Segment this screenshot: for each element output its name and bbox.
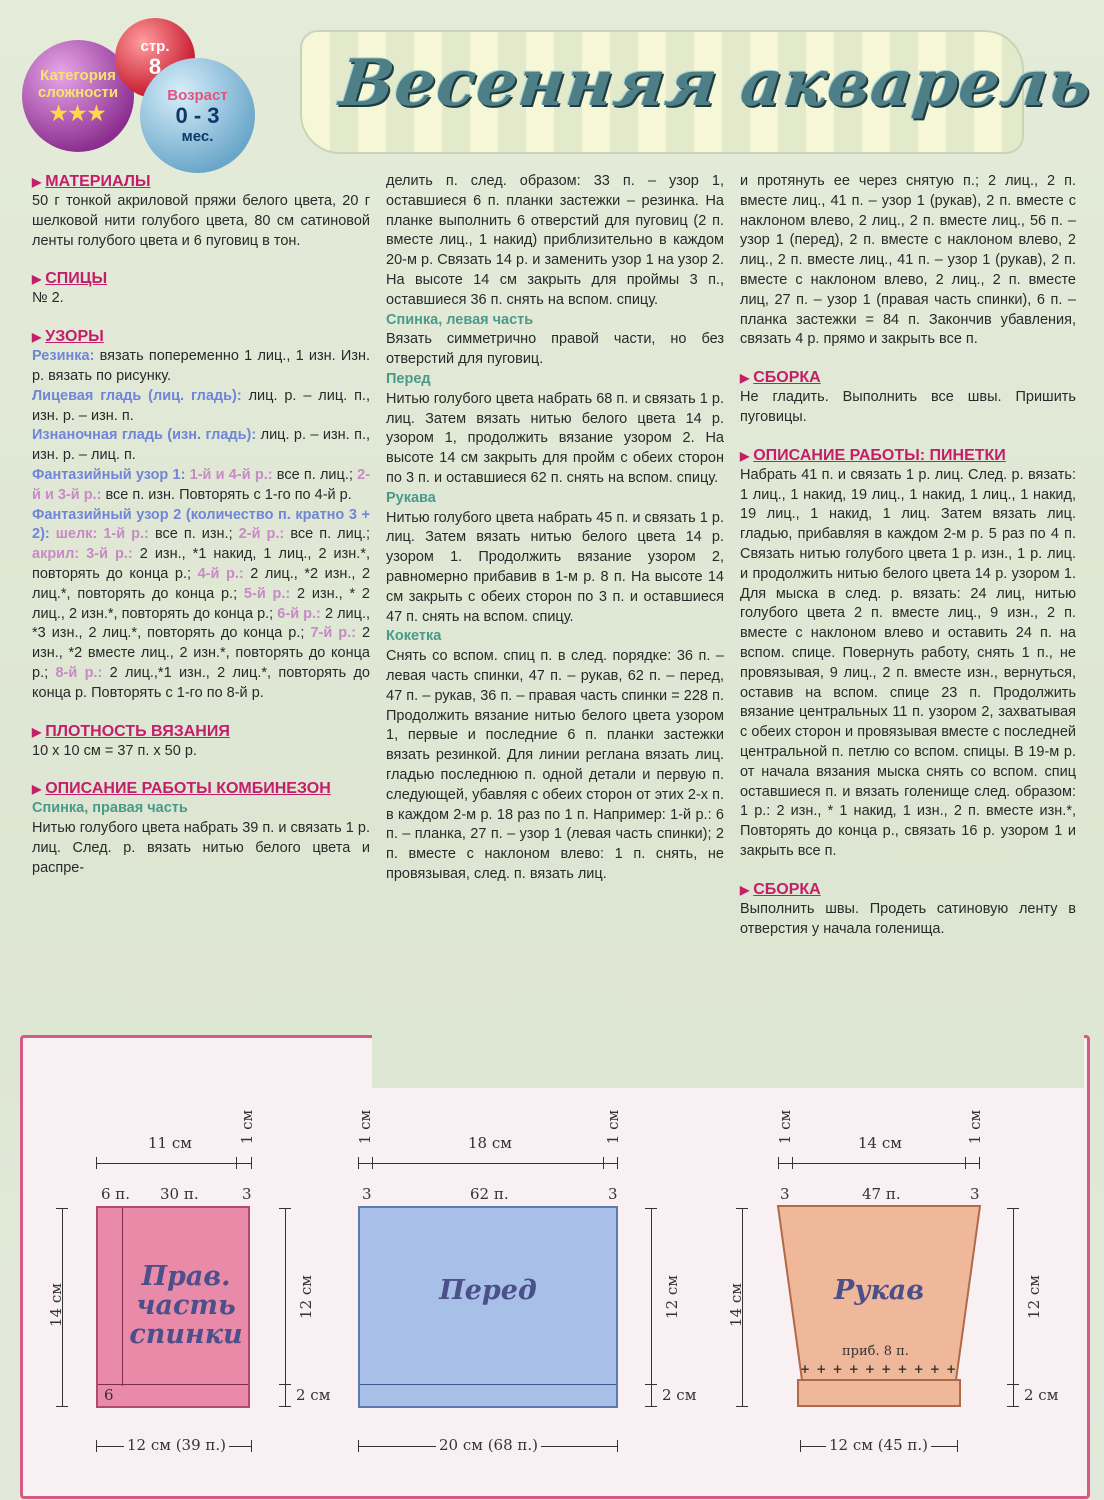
dim-tick xyxy=(279,1406,291,1407)
sleeve-piece-shape xyxy=(776,1204,982,1410)
section-title-overall: ▶ ОПИСАНИЕ РАБОТЫ КОМБИНЕЗОН xyxy=(32,780,331,798)
pattern-rib: Резинка: вязать попеременно 1 лиц., 1 изн. Изн. р. вязать по рисунку. xyxy=(32,348,370,384)
sleeve-top-margin-left: 1 см xyxy=(776,1109,795,1145)
back-top-width: 11 см xyxy=(148,1134,192,1152)
dim-tick xyxy=(1007,1406,1019,1407)
dim-tick xyxy=(251,1440,252,1452)
age-unit: мес. xyxy=(181,127,214,145)
sleeve-increase-note: приб. 8 п. xyxy=(842,1344,909,1359)
front-top-margin-right: 1 см xyxy=(604,1109,623,1145)
back-piece-label: Прав. часть спинки xyxy=(129,1261,243,1350)
dim-tick xyxy=(736,1406,748,1407)
subheading-front: Перед xyxy=(386,370,431,387)
page-number: 8 xyxy=(148,53,162,79)
back-placket-count: 6 xyxy=(104,1386,114,1404)
dim-tick xyxy=(372,1157,373,1169)
header xyxy=(0,0,1104,175)
gauge-text: 10 x 10 см = 37 п. x 50 р. xyxy=(32,742,197,759)
dim-tick xyxy=(56,1406,68,1407)
subheading-back-right: Спинка, правая часть xyxy=(32,800,188,817)
dim-tick xyxy=(236,1157,237,1169)
front-st-right: 3 xyxy=(608,1185,618,1203)
pattern-fancy-2: Фантазийный узор 2 (количество п. кратно 3 + 2): шелк: 1-й р.: все п. изн.; 2-й р.: все п. лиц.; акрил: 3-й р.: 2 изн., *1 накид, 1 лиц., 2 изн.*, повторять до конца р.; 4-й р.: 2 лиц., *2 изн., 2 лиц.*, повторять до конца р.; 5-й р.: 2 изн., * 2 лиц., 2 изн.*, повторять до конца р.; 6-й р.: 2 лиц., *3 изн., 2 лиц.*, повторять до конца р.; 7-й р.: 2 изн., *2 вместе лиц., 2 изн.*, повторять до конца р.; 8-й р.: 2 лиц.,*1 изн., 2 лиц.*, повторять до конца р. Повторять с 1-го по 8-й р. xyxy=(32,506,371,701)
pattern-stockinette: Лицевая гладь (лиц. гладь): лиц. р. – лиц. п., изн. р. – изн. п. xyxy=(32,387,370,424)
sleeve-bottom-width: 12 см (45 п.) xyxy=(826,1436,931,1454)
sleeve-piece-label: Рукав xyxy=(834,1275,924,1306)
section-title-gauge: ▶ ПЛОТНОСТЬ ВЯЗАНИЯ xyxy=(32,722,230,740)
sleeve-increase-marks: + + + + + + + + + + xyxy=(800,1362,958,1376)
back-right-text: Нитью голубого цвета набрать 39 п. и связать 1 р. лиц. След. р. вязать нитью белого цвета и распре- xyxy=(32,820,370,876)
text-overlap-area xyxy=(372,1030,1084,1088)
page-title: Весенняя акварель xyxy=(336,46,1096,121)
pattern-reverse: Изнаночная гладь (изн. гладь): лиц. р. – изн. п., изн. р. – лиц. п. xyxy=(32,427,371,464)
dim-tick xyxy=(645,1384,657,1385)
front-height-right: 12 см xyxy=(662,1275,681,1319)
back-st-mid: 30 п. xyxy=(160,1185,199,1203)
dim-tick xyxy=(792,1157,793,1169)
section-title-materials: ▶ МАТЕРИАЛЫ xyxy=(32,173,151,190)
dim-tick xyxy=(645,1208,657,1209)
dim-tick xyxy=(736,1208,748,1209)
yoke-text: Снять со вспом. спиц п. в след. порядке: 36 п. – левая часть спинки, 47 п. – рукав, 62 п. – перед, 47 п. – рукав, 36 п. – правая часть спинки = 228 п. Продолжить вязание нитью белого цвета узором 1, первые и последние 6 п. планки застежки вязать резинкой. Для линии реглана вязать лиц. гладью последнюю п. одной детали и первую п. следующей, убавляя с обеих сторон от этих 2-х п. в каждом 2-м р. 18 раз по 1 п. Например: 1-й р.: 6 п. – планка, 27 п. – узор 1 (левая часть спинки); 2 п. вместе с наклоном влево: 1 п. снять, не провязывая, след. п. вязать лиц. xyxy=(386,648,724,882)
subheading-sleeves: Рукава xyxy=(386,489,436,506)
section-title-patterns: ▶ УЗОРЫ xyxy=(32,328,104,346)
front-top-margin-left: 1 см xyxy=(356,1109,375,1145)
front-rib-height: 2 см xyxy=(662,1386,697,1404)
age-value: 0 - 3 xyxy=(175,102,220,128)
dim-tick xyxy=(358,1157,359,1169)
page-label: стр. xyxy=(140,37,170,55)
dim-tick xyxy=(800,1440,801,1452)
front-st-left: 3 xyxy=(362,1185,372,1203)
back-rib-height: 2 см xyxy=(296,1386,331,1404)
section-title-needles: ▶ СПИЦЫ xyxy=(32,270,108,288)
dim-line-front-right xyxy=(651,1208,652,1406)
booties-text: Набрать 41 п. и связать 1 р. лиц. След. р. вязать: 1 лиц., 1 накид, 19 лиц., 1 накид, 1 лиц., 1 накид, 19 лиц., 1 накид, 1 лиц. Затем вязать лиц. гладью, прибавляя в каждом 2-м р. 5 раз по 4 п. Связать нитью голубого цвета 1 р. изн., 1 р. лиц. и продолжить нитью белого цвета 14 р. узором 1. Для мыска в след. р. вязать: 24 лиц, нитью голубого цвета 2 п. вместе лиц., 9 изн., 2 п. вместе с наклоном влево и оставить 24 п. на вспом. спице. Повернуть работу, снять 1 п., не провязывая, 9 лиц., 2 п. вместе изн., вернуться, оставив на вспом. спице 23 п. Продолжить вязание центральных 11 п. узором 2, захватывая с обеих сторон и провязывая вместе с последней центральной п. петлю со вспом. спицы. В 19-м р. от начала вязания мыска снять со вспом. спиц оставшиеся п. и вязать голенище след. образом: 1 р.: 2 изн., * 1 накид, 1 изн., 2 п. вместе изн.*, Повторять до конца р., связать 16 р. узором 1 и закрыть все п. xyxy=(740,466,1076,859)
back-height-left: 14 см xyxy=(46,1283,65,1327)
back-top-margin: 1 см xyxy=(238,1109,257,1145)
front-st-mid: 62 п. xyxy=(470,1185,509,1203)
text-column-2 xyxy=(386,172,724,885)
dim-line-front-top xyxy=(358,1163,618,1164)
dim-tick xyxy=(96,1157,97,1169)
dim-tick xyxy=(617,1440,618,1452)
dim-tick xyxy=(251,1157,252,1169)
yoke-continued: и протянуть ее через снятую п.; 2 лиц., 2 п. вместе лиц., 41 п. – узор 1 (рукав), 2 п. вместе с наклоном влево, 2 лиц., 2 п. вместе лиц., 56 п. – узор 1 (перед), 2 п. вместе с наклоном влево, 2 лиц., 2 п. вместе лиц., 41 п. – узор 1 (рукав), 2 п. вместе с наклоном влево, 2 лиц., 2 п. вместе лиц, 27 п. – узор 1 (правая часть спинки), 6 п. – планка застежки = 84 п. Закончив убавления, связать 4 р. прямо и закрыть все п. xyxy=(740,173,1076,348)
dim-tick xyxy=(56,1208,68,1209)
difficulty-stars: ★★★ xyxy=(49,102,107,125)
back-left-text: Вязать симметрично правой части, но без отверстий для пуговиц. xyxy=(386,331,724,368)
dim-line-back-right xyxy=(285,1208,286,1406)
age-label: Возраст xyxy=(167,86,228,104)
front-piece-label: Перед xyxy=(439,1275,537,1306)
dim-tick xyxy=(279,1384,291,1385)
back-st-left: 6 п. xyxy=(101,1185,131,1203)
assembly-2-text: Выполнить швы. Продеть сатиновую ленту в отверстия у начала голенища. xyxy=(740,900,1076,937)
text-column-1 xyxy=(32,172,370,879)
assembly-text: Не гладить. Выполнить все швы. Пришить пуговицы. xyxy=(740,389,1076,425)
subheading-yoke: Кокетка xyxy=(386,628,442,645)
dim-line-back-top xyxy=(96,1163,252,1164)
sleeve-height-right: 12 см xyxy=(1024,1275,1043,1319)
sleeve-st-mid: 47 п. xyxy=(862,1185,901,1203)
section-title-assembly-2: ▶ СБОРКА xyxy=(740,880,821,898)
dim-line-sleeve-top xyxy=(778,1163,980,1164)
sleeves-text: Нитью голубого цвета набрать 45 п. и связать 1 р. лиц. Затем вязать нитью белого цвета 14 р. узором 1. Продолжить вязание узором 2, равномерно прибавив в 1-м р. 8 п. На высоте 14 см закрыть с обеих сторон по 3 п. и оставшиеся 47 п. снять на вспом. спицу. xyxy=(386,509,724,625)
back-st-right: 3 xyxy=(242,1185,252,1203)
front-bottom-width: 20 см (68 п.) xyxy=(436,1436,541,1454)
sleeve-st-right: 3 xyxy=(970,1185,980,1203)
rib-line xyxy=(98,1384,248,1385)
dim-tick xyxy=(96,1440,97,1452)
dim-tick xyxy=(957,1440,958,1452)
dim-tick xyxy=(778,1157,779,1169)
dim-tick xyxy=(1007,1208,1019,1209)
sleeve-rib-height: 2 см xyxy=(1024,1386,1059,1404)
dim-tick xyxy=(979,1157,980,1169)
section-title-assembly: ▶ СБОРКА xyxy=(740,369,821,387)
pattern-fancy-1: Фантазийный узор 1: 1-й и 4-й р.: все п. лиц.; 2-й и 3-й р.: все п. изн. Повторять с 1-го по 4-й р. xyxy=(32,466,371,503)
sleeve-top-margin-right: 1 см xyxy=(966,1109,985,1145)
back-bottom-width: 12 см (39 п.) xyxy=(124,1436,229,1454)
dim-tick xyxy=(358,1440,359,1452)
section-title-booties: ▶ ОПИСАНИЕ РАБОТЫ: ПИНЕТКИ xyxy=(740,446,1006,464)
front-top-width: 18 см xyxy=(468,1134,512,1152)
dim-tick xyxy=(617,1157,618,1169)
text-column-3 xyxy=(740,172,1076,939)
materials-text: 50 г тонкой акриловой пряжи белого цвета, 20 г шелковой нити голубого цвета, 80 см сатиновой ленты голубого цвета и 6 пуговиц в тон. xyxy=(32,193,370,249)
front-piece-shape xyxy=(358,1206,618,1408)
back-right-continued: делить п. след. образом: 33 п. – узор 1, оставшиеся 6 п. планки застежки – резинка. На планке выполнить 6 отверстий для пуговиц (2 п. вместе лиц., 1 накид) приблизительно в каждом 20-м р. Связать 14 р. и заменить узор 1 на узор 2. На высоте 14 см закрыть для проймы 3 п., оставшиеся 36 п. снять на вспом. спицу. xyxy=(386,173,724,308)
dim-tick xyxy=(603,1157,604,1169)
sleeve-st-left: 3 xyxy=(780,1185,790,1203)
dim-tick xyxy=(645,1406,657,1407)
rib-line xyxy=(360,1384,616,1385)
difficulty-label: Категория сложности xyxy=(37,66,119,101)
age-badge xyxy=(140,58,255,173)
sleeve-top-width: 14 см xyxy=(858,1134,902,1152)
dim-tick xyxy=(279,1208,291,1209)
needles-text: № 2. xyxy=(32,290,64,307)
front-text: Нитью голубого цвета набрать 68 п. и связать 1 р. лиц. Затем вязать нитью белого цвета 14 р. узором 1, продолжить вязание узором 2. На высоте 14 см закрыть для пройм с обеих сторон по 3 п. и оставшиеся 62 п. снять на вспом. спицу. xyxy=(386,390,724,486)
back-height-right: 12 см xyxy=(296,1275,315,1319)
dim-tick xyxy=(1007,1384,1019,1385)
dim-tick xyxy=(965,1157,966,1169)
dim-line-sleeve-right xyxy=(1013,1208,1014,1406)
sleeve-height-left: 14 см xyxy=(726,1283,745,1327)
subheading-back-left: Спинка, левая часть xyxy=(386,311,534,328)
